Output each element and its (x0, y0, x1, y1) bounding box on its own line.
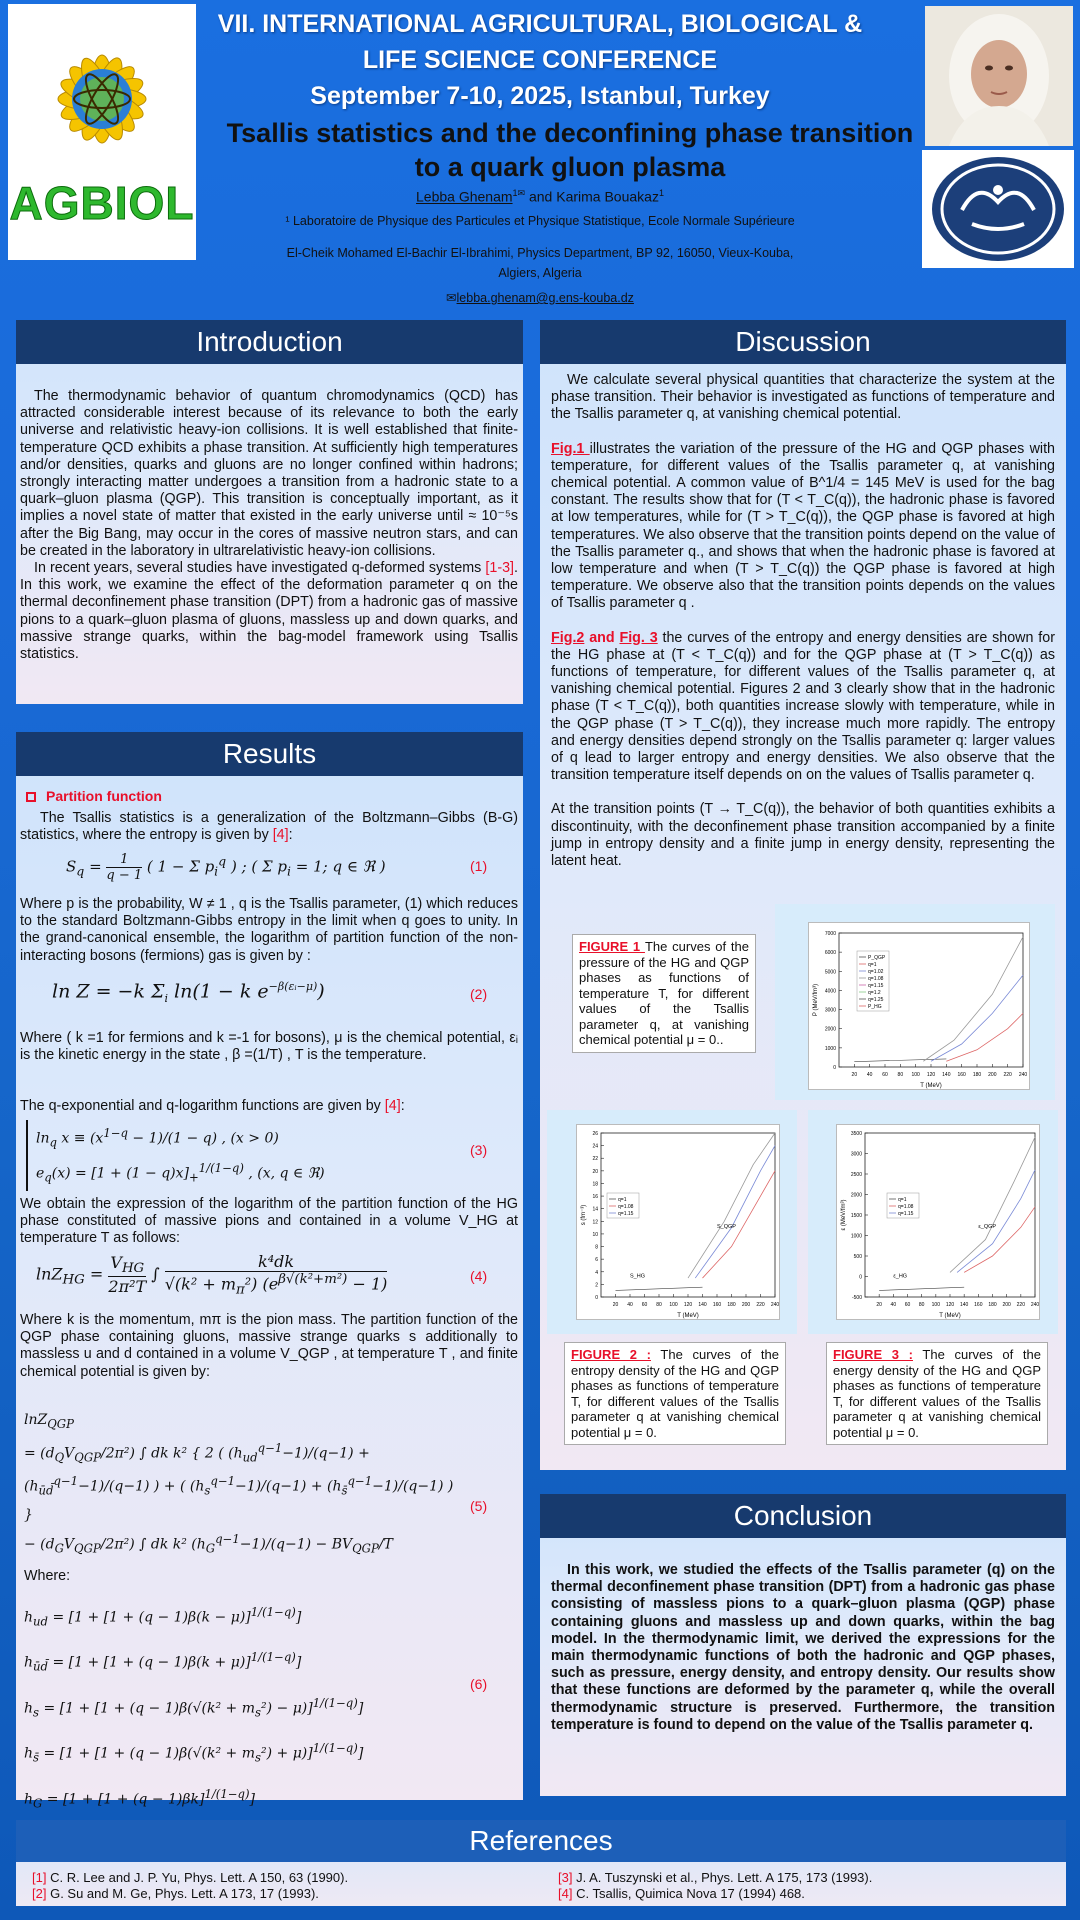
x-tick-label: 240 (770, 1302, 780, 1308)
university-logo (922, 150, 1074, 268)
figure3-caption-text: The curves of the energy density of the HG and QGP phases as functions of temperature T, for different values of the Tsallis parameter q at vanishing chemical potential μ = 0. (833, 1347, 1041, 1440)
equation-1: $S_q$ = 1 q − 1 ( 1 − Σ $p_i^q$ ) ; ( Σ $p_i = 1$; q ∈ ℜ ) (66, 852, 386, 883)
y-tick-label: 6000 (824, 950, 836, 957)
conclusion-heading: Conclusion (540, 1494, 1066, 1538)
x-tick-label: 80 (656, 1302, 662, 1308)
y-tick-label: 18 (592, 1181, 598, 1188)
paper-title-line2: to a quark gluon plasma (414, 152, 726, 182)
reference-number: [3] (558, 1870, 573, 1885)
x-tick-label: 120 (926, 1072, 936, 1078)
citation-link[interactable]: [1-3] (485, 560, 515, 577)
fig2-link[interactable]: Fig.2 (551, 629, 585, 646)
figure1-label: FIGURE 1 (579, 939, 645, 954)
results-text-2: Where p is the probability, W ≠ 1 , q is the Tsallis parameter, (1) which reduces to the standard Boltzmann-Gibbs entropy in the limit when q goes to unity. In the grand-canonical ensemble, the logarithm of partition function of the non-interacting bosons (fermions) gas is given by : (20, 896, 518, 964)
introduction-text (20, 388, 518, 663)
x-axis-label: T (MeV) (920, 1083, 942, 1089)
x-tick-label: 220 (756, 1302, 765, 1308)
x-tick-label: 140 (698, 1302, 707, 1308)
results-text-6: Where k is the momentum, mπ is the pion mass. The partition function of the QGP phase containing gluons, massive strange quarks s additionally to massless u and d contained in a volume V_QGP , at temperature T , and finite chemical potential is given by: (20, 1312, 518, 1380)
logo-text: AGBIOL (9, 177, 195, 229)
chart-annotation: ε_QGP (978, 1224, 997, 1231)
y-tick-label: 0 (595, 1295, 598, 1301)
hg-curve (879, 1287, 964, 1290)
figure3-label: FIGURE 3 : (833, 1347, 913, 1362)
y-tick-label: 8 (595, 1244, 598, 1251)
discussion-heading: Discussion (540, 320, 1066, 364)
y-tick-label: 22 (592, 1156, 598, 1163)
y-tick-label: -500 (851, 1295, 862, 1301)
results-text-1: The Tsallis statistics is a generalization of the Boltzmann–Gibbs (B-G) statistics, where the entropy is given by [4]: (20, 810, 518, 844)
reference-number: [2] (32, 1886, 47, 1901)
author-photo (925, 6, 1073, 146)
legend-label: P_QGP (868, 955, 886, 961)
x-tick-label: 20 (612, 1302, 619, 1308)
y-tick-label: 2000 (850, 1192, 862, 1199)
x-tick-label: 180 (988, 1302, 997, 1308)
equation-6: $h_{ud} = [1 + [1 + (q - 1)\beta(k - \mu)]^{1/(1-q)}]$ $h_{ūd̄} = [1 + [1 + (q - 1)\beta(k + \mu)]^{1/(1-q)}]$ $h_s = [1 + [1 + (q - 1)\beta(√(k^2 + m_s^2) - \mu)]^{1/(1-q)}]$ $h_{s̄} = [1 + [1 + (q - 1)\beta(√(k^2 + m_s^2) + \mu)]^{1/(1-q)}]$ $h_G = [1 + [1 + (q - 1)\beta k]^{1/(1-q)}]$ (24, 1605, 364, 1811)
x-tick-label: 100 (911, 1072, 920, 1078)
legend-label: q=1.08 (898, 1204, 914, 1210)
figure2-label: FIGURE 2 : (571, 1347, 651, 1362)
reference-3 (558, 1870, 872, 1886)
x-tick-label: 40 (866, 1072, 873, 1078)
discussion-paragraph-3: the curves of the entropy and energy densities are shown for the HG phase at (T < T_C(q)) and for the QGP phase at (T > T_C(q)) as functions of temperature, for different values of the Tsallis parameter q, at vanishing chemical potential. Figures 2 and 3 clearly show that in the hadronic phase (T < T_C(q)), both quantities increase slowly with temperature, while in the QGP phase (T > T_C(q)), they increase much more rapidly. The entropy and energy densities depend strongly on the Tsallis parameter q: larger values of q lead to larger entropy and energy densities. We also observe that the transition temperature itself depends on on the values of Tsallis parameter q. (551, 629, 1055, 784)
y-tick-label: 6 (595, 1257, 598, 1264)
x-tick-label: 200 (741, 1302, 751, 1308)
y-tick-label: 26 (592, 1131, 598, 1137)
equation-3-number: (3) (470, 1142, 488, 1158)
conclusion-text: In this work, we studied the effects of the Tsallis parameter (q) on the thermal deconfinement phase transition (DPT) from a hadronic gas phase consisting of massless pions to a quark–gluon plasma (QGP) phase containing gluons and massless up and down quarks, within the bag model. In the thermodynamic limit, we derived the expressions for the main thermodynamic functions of both the hadronic and QGP phases, such as pressure, energy density, and entropy density. Our results show that these functions are deformed by the parameter q, while the overall thermodynamic structure is preserved. Furthermore, the transition temperature is found to depend on the value of the Tsallis parameter q. (551, 1562, 1055, 1733)
conference-logo (8, 4, 196, 260)
series-line (957, 1170, 1035, 1273)
figure1-caption-text: The curves of the pressure of the HG and QGP phases as functions of temperature T, for different values of the Tsallis parameter q, at vanishing chemical potential μ = 0.. (579, 939, 749, 1047)
reference-number: [1] (32, 1870, 47, 1885)
author-1[interactable]: Lebba Ghenam (416, 188, 513, 205)
figure3-chart (836, 1124, 1040, 1320)
x-tick-label: 220 (1016, 1302, 1026, 1308)
legend (607, 1193, 639, 1218)
legend-label: q=1 (618, 1197, 627, 1203)
introduction-p2-rest: . In this work, we examine the effect of the deformation parameter q on the thermal deconfinement phase transition (DPT) from a hadronic gas of massive pions to a quark–gluon plasma of gluons, massless up and down quarks, and massive strange quarks, within the bag-model framework using Tsallis statistics. (20, 560, 518, 663)
y-tick-label: 3500 (850, 1131, 862, 1137)
y-tick-label: 2 (595, 1282, 598, 1289)
conference-title-line2: LIFE SCIENCE CONFERENCE (362, 46, 718, 74)
author-1-sup: 1✉ (512, 188, 526, 198)
x-tick-label: 180 (727, 1302, 736, 1308)
legend-label: q=1.08 (868, 976, 884, 982)
references-heading: References (16, 1820, 1066, 1862)
legend-label: q=1.15 (898, 1211, 914, 1217)
x-tick-label: 120 (945, 1302, 955, 1308)
paper-title-line1: Tsallis statistics and the deconfining phase transition (226, 118, 914, 148)
discussion-paragraph-4: At the transition points (T → T_C(q)), the behavior of both quantities exhibits a discontinuity, with the deconfinement phase transition accompanied by a finite jump in entropy density and a finite jump in energy density, representing the latent heat. (551, 801, 1055, 870)
introduction-paragraph-1: The thermodynamic behavior of quantum chromodynamics (QCD) has attracted considerable interest because of its relevance to both the early universe and relativistic heavy-ion collisions. It is well established that finite-temperature QCD exhibits a phase transition. At sufficiently high temperatures and/or densities, quarks and gluons are no longer confined within hadrons; strongly interacting matter undergoes a transition from a hadronic state to a quark–gluon plasma (QGP). This transition is conceptually important, as it implies a novel state of matter that existed in the early universe until ≈ 10⁻⁵s after the Big Bang, may occur in the cores of massive neutron stars, and can be created in the laboratory in ultrarelativistic heavy-ion collisions. (20, 388, 518, 559)
reference-text: G. Su and M. Ge, Phys. Lett. A 173, 17 (1993). (46, 1886, 319, 1901)
reference-1 (32, 1870, 348, 1886)
x-tick-label: 100 (931, 1302, 941, 1308)
x-tick-label: 60 (882, 1072, 888, 1078)
email-icon: ✉ (446, 291, 457, 305)
x-tick-label: 40 (627, 1302, 633, 1308)
author-2-sup: 1 (658, 188, 664, 198)
legend-label: q=1.08 (618, 1204, 634, 1210)
ens-seal-icon (922, 150, 1074, 268)
authors (200, 188, 880, 205)
y-tick-label: 0 (859, 1274, 862, 1281)
y-axis-label: s (fm⁻³) (581, 1204, 587, 1226)
x-tick-label: 180 (972, 1072, 982, 1078)
y-tick-label: 24 (592, 1143, 598, 1150)
and-text: and (584, 629, 620, 646)
chart-annotation: S_HG (630, 1273, 645, 1280)
series-line (950, 1137, 1035, 1272)
reference-2 (32, 1886, 319, 1902)
x-tick-label: 200 (1002, 1302, 1011, 1308)
y-tick-label: 2500 (850, 1172, 862, 1178)
y-tick-label: 4 (595, 1269, 598, 1276)
series-line (923, 937, 1023, 1061)
discussion-text (551, 372, 1055, 870)
y-tick-label: 10 (592, 1231, 598, 1238)
results-text-4: The q-exponential and q-logarithm functions are given by [4]: (20, 1098, 405, 1114)
reference-text: C. Tsallis, Quimica Nova 17 (1994) 468. (572, 1886, 805, 1901)
figure1-chart (808, 922, 1030, 1090)
subheading-label: Partition function (46, 788, 162, 804)
fig3-link[interactable]: Fig. 3 (619, 629, 658, 646)
legend-label: q=1.15 (618, 1211, 634, 1217)
y-tick-label: 3000 (850, 1151, 862, 1158)
series-line (703, 1171, 776, 1278)
discussion-paragraph-1: We calculate several physical quantities that characterize the system at the phase transition. Their behavior is investigated as functions of temperature and the Tsallis parameter q, at vanishing chemical potential. (551, 372, 1055, 423)
x-tick-label: 20 (876, 1302, 882, 1308)
reference-4 (558, 1886, 805, 1902)
equation-4-number: (4) (470, 1268, 488, 1284)
conference-title-line1: VII. INTERNATIONAL AGRICULTURAL, BIOLOGICAL & (217, 10, 863, 38)
introduction-heading: Introduction (16, 320, 523, 364)
figure1-caption (572, 934, 756, 1053)
y-tick-label: 5000 (824, 969, 836, 976)
legend-label: q=1.15 (868, 983, 884, 989)
conference-dates: September 7-10, 2025, Istanbul, Turkey (310, 82, 770, 110)
affiliation-line2: El-Cheik Mohamed El-Bachir El-Ibrahimi, Physics Department, BP 92, 16050, Vieux-Kouba, (286, 246, 794, 260)
x-tick-label: 20 (851, 1072, 858, 1078)
email-line (200, 290, 880, 305)
legend-label: q=1.2 (868, 990, 881, 996)
results-text-3: Where ( k =1 for fermions and k =-1 for bosons), μ is the chemical potential, εᵢ is the kinetic energy in the state , β =(1/T) , T is the temperature. (20, 1030, 518, 1064)
legend-label: q=1 (898, 1197, 907, 1203)
legend (887, 1193, 919, 1218)
legend-label: q=1.02 (868, 969, 884, 975)
series-line (964, 1207, 1035, 1273)
chart-annotation: S_QGP (717, 1224, 736, 1231)
x-tick-label: 60 (641, 1302, 648, 1308)
affiliation-line3: Algiers, Algeria (498, 266, 582, 280)
x-tick-label: 140 (959, 1302, 969, 1308)
x-tick-label: 220 (1003, 1072, 1012, 1078)
series-line (695, 1146, 775, 1278)
affiliation-line1: ¹ Laboratoire de Physique des Particules et Physique Statistique, Ecole Normale Supérieure (285, 214, 795, 228)
equation-1-number: (1) (470, 858, 488, 874)
where-label: Where: (24, 1568, 71, 1584)
x-tick-label: 240 (1018, 1072, 1028, 1078)
equation-2: ln Z = −k $\Sigma_i$ ln(1 − k $e^{-\beta(\varepsilon ᵢ-\mu)}$) (52, 980, 325, 1006)
introduction-p2-text: In recent years, several studies have investigated q-deformed systems (34, 560, 486, 577)
checkbox-bullet-icon (26, 792, 36, 802)
y-axis-label: ε (MeV/fm³) (841, 1199, 847, 1231)
equation-4: lnZ$_{HG}$ = $V_{HG}$ 2π²T ∫ k⁴dk $√(k^2 + m_\pi^2)$ $(e^{\beta√(k^2+m^2)} - 1)$ (36, 1252, 388, 1298)
y-tick-label: 0 (833, 1065, 836, 1071)
figure2-caption-text: The curves of the entropy density of the HG and QGP phases as functions of temperature T, for different values of the Tsallis parameter q at vanishing chemical potential μ = 0. (571, 1347, 779, 1440)
hg-curve (616, 1287, 703, 1290)
results-t4: The q-exponential and q-logarithm functions are given by (20, 1098, 385, 1114)
figure3-caption (826, 1342, 1048, 1445)
equation-5-number: (5) (470, 1498, 488, 1514)
equation-6-number: (6) (470, 1676, 488, 1692)
equation-2-number: (2) (470, 986, 488, 1002)
x-axis-label: T (MeV) (939, 1313, 961, 1319)
legend-label: q=1 (868, 962, 877, 968)
x-tick-label: 80 (918, 1302, 925, 1308)
y-tick-label: 14 (592, 1206, 598, 1213)
reference-text: J. A. Tuszynski et al., Phys. Lett. A 175, 173 (1993). (572, 1870, 873, 1885)
results-text-5: We obtain the expression of the logarithm of the partition function of the HG phase constituted of massive pions and contained in a volume V_HG at temperature T as follows: (20, 1196, 518, 1247)
y-tick-label: 1500 (850, 1213, 862, 1219)
author-sep: and Karima Bouakaz (525, 188, 659, 205)
reference-text: C. R. Lee and J. P. Yu, Phys. Lett. A 150, 63 (1990). (46, 1870, 349, 1885)
y-tick-label: 1000 (824, 1045, 836, 1052)
equation-5: lnZ$_{QGP}$ = $(d_QV_{QGP}/2\pi^2)$ ∫ dk k² { 2 ( $(h_{ud}^{q-1}-1)/(q-1) + (h_{ūd̄}^{q-1}-1)/(q-1)$ ) + ( $(h_s^{q-1}-1)/(q-1) + (h_{s̄}^{q-1}-1)/(q-1)$ ) } − $(d_GV_{QGP}/2\pi^2)$ ∫ dk k² $(h_G^{q-1}-1)/(q-1) - BV_{QGP}/T$ (24, 1412, 454, 1556)
x-tick-label: 140 (942, 1072, 951, 1078)
legend-label: P_HG (868, 1004, 882, 1010)
y-tick-label: 3000 (824, 1007, 836, 1014)
legend-label: q=1.25 (868, 997, 884, 1003)
x-tick-label: 60 (904, 1302, 911, 1308)
results-heading: Results (16, 732, 523, 776)
y-tick-label: 500 (853, 1254, 862, 1260)
x-axis-label: T (MeV) (677, 1313, 699, 1319)
portrait-photo (925, 6, 1073, 146)
chart-annotation: ε_HG (893, 1273, 908, 1280)
y-tick-label: 20 (592, 1168, 598, 1175)
fig1-link[interactable]: Fig.1 (551, 440, 590, 457)
x-tick-label: 40 (890, 1302, 897, 1308)
citation-link[interactable]: [4] (272, 827, 289, 844)
email-link[interactable]: lebba.ghenam@g.ens-kouba.dz (456, 291, 634, 305)
y-tick-label: 1000 (850, 1233, 862, 1240)
y-axis-label: P (MeV/fm³) (813, 983, 819, 1017)
series-line (688, 1133, 775, 1278)
citation-link[interactable]: [4] (384, 1098, 401, 1114)
results-t1: The Tsallis statistics is a generalization of the Boltzmann–Gibbs (B-G) statistics, where the entropy is given by (20, 810, 518, 844)
equation-3: $\ln_q x \equiv (x^{1-q} - 1)/(1 - q)$ , (x > 0) $e_q(x) = [1 + (1 - q)x]_+^{1/(1-q)}$ , (x, q ∈ ℜ) (26, 1120, 356, 1191)
y-tick-label: 4000 (824, 988, 836, 995)
y-tick-label: 7000 (824, 931, 836, 937)
y-tick-label: 12 (592, 1219, 598, 1226)
x-tick-label: 80 (897, 1072, 904, 1078)
y-tick-label: 2000 (824, 1026, 836, 1033)
partition-function-subheading (26, 788, 162, 804)
x-tick-label: 120 (683, 1302, 693, 1308)
x-tick-label: 240 (1030, 1302, 1040, 1308)
x-tick-label: 100 (669, 1302, 678, 1308)
x-tick-label: 200 (988, 1072, 997, 1078)
series-line (931, 975, 1023, 1061)
figure2-caption (564, 1342, 786, 1445)
x-tick-label: 160 (712, 1302, 722, 1308)
reference-number: [4] (558, 1886, 573, 1901)
figure2-chart (576, 1124, 780, 1320)
x-tick-label: 160 (974, 1302, 983, 1308)
legend (857, 951, 889, 1011)
discussion-paragraph-2: illustrates the variation of the pressure of the HG and QGP phases with temperature, for different values of the Tsallis parameter q, at vanishing chemical potential. A common value of B^1/4 = 145 MeV is used for the bag constant. The results show that for (T < T_C(q)), the hadronic phase is favored at low temperatures, while for (T > T_C(q)), the QGP phase is favored at high temperatures. We also observe that the transition points depend on the value of the Tsallis parameter q., and shows that when the hadronic phase is favored at low temperature and when (T > T_C(q)) the QGP phase is favored at high temperature. We observe also that the transition points depends on the values of Tsallis parameter q . (551, 440, 1055, 612)
x-tick-label: 160 (957, 1072, 966, 1078)
y-tick-label: 16 (592, 1194, 598, 1201)
